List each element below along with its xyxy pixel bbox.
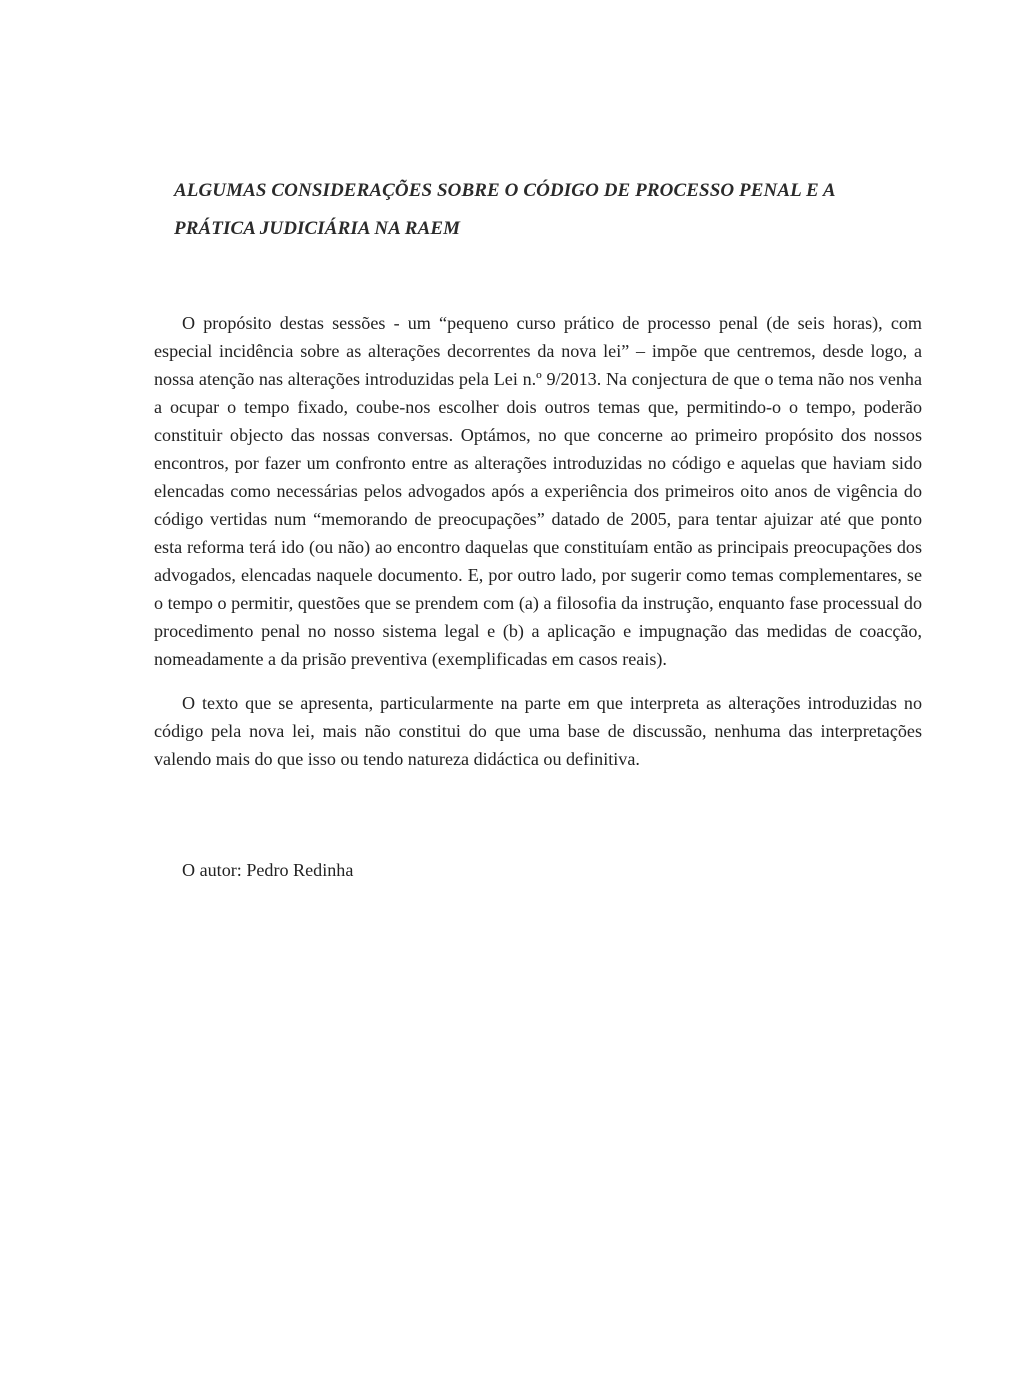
document-body [154,309,922,773]
document-title-line-2: PRÁTICA JUDICIÁRIA NA RAEM [174,218,461,239]
body-paragraph-1: O propósito destas sessões - um “pequeno curso prático de processo penal (de seis horas), com especial incidência sobre as alterações decorrentes da nova lei” – impõe que centremos, desde logo, a nossa atenção nas alterações introduzidas pela Lei n.º 9/2013. Na conjectura de que o tema não nos venha a ocupar o tempo fixado, coube-nos escolher dois outros temas que, permitindo-o o tempo, poderão constituir objecto das nossas conversas. Optámos, no que concerne ao primeiro propósito dos nossos encontros, por fazer um confronto entre as alterações introduzidas no código e aquelas que haviam sido elencadas como necessárias pelos advogados após a experiência dos primeiros oito anos de vigência do código vertidas num “memorando de preocupações” datado de 2005, para tentar ajuizar até que ponto esta reforma terá ido (ou não) ao encontro daquelas que constituíam então as principais preocupações dos advogados, elencadas naquele documento. E, por outro lado, por sugerir como temas complementares, se o tempo o permitir, questões que se prendem com (a) a filosofia da instrução, enquanto fase processual do procedimento penal no nosso sistema legal e (b) a aplicação e impugnação das medidas de coacção, nomeadamente a da prisão preventiva (exemplificadas em casos reais). [154,313,922,669]
author-signature: O autor: Pedro Redinha [182,860,354,880]
body-paragraph-2: O texto que se apresenta, particularmente na parte em que interpreta as alterações introduzidas no código pela nova lei, mais não constitui do que uma base de discussão, nenhuma das interpretações valendo mais do que isso ou tendo natureza didáctica ou definitiva. [154,693,922,769]
document-title [174,172,894,248]
document-title-line-1: ALGUMAS CONSIDERAÇÕES SOBRE O CÓDIGO DE PROCESSO PENAL E A [174,180,836,201]
